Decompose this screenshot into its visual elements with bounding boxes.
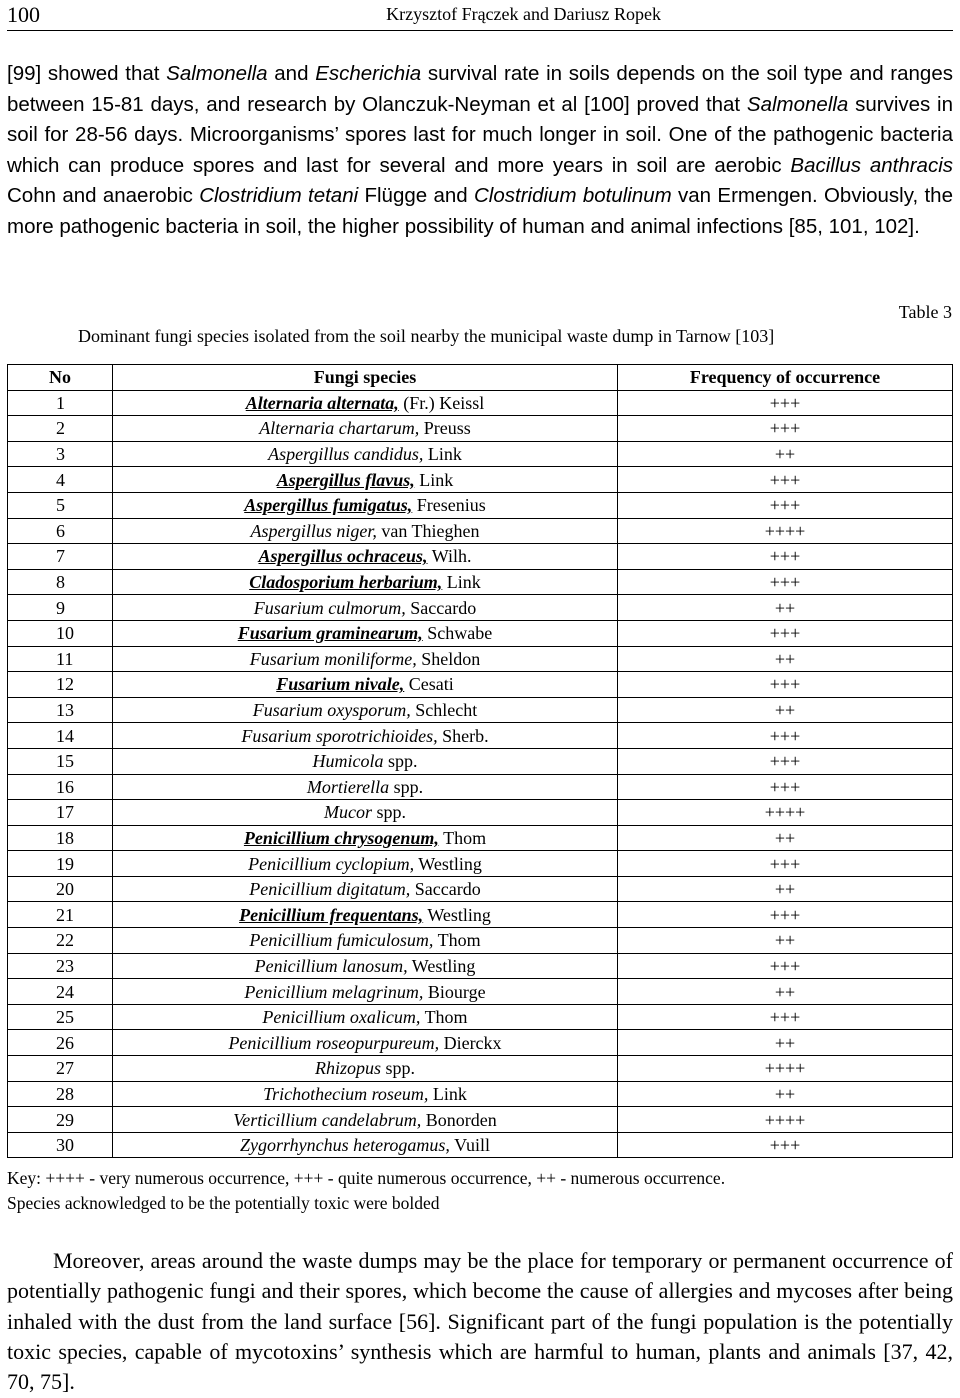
table-row: [8, 569, 953, 595]
row-number: 16: [8, 774, 113, 800]
row-number: 30: [8, 1132, 113, 1158]
species-name: Aspergillus ochraceus,: [258, 546, 428, 567]
species-author: spp.: [371, 802, 406, 823]
paragraph-1-segment: Clostridium botulinum: [474, 184, 672, 207]
running-head: Krzysztof Frączek and Dariusz Ropek: [386, 4, 661, 24]
paragraph-1-segment: survival rate in soils depends on the soil type and ranges between 15-81 days, and research by Olanczuk-Neyman et al [100] proved that: [7, 62, 953, 116]
header-frequency: Frequency of occurrence: [618, 365, 953, 391]
species-author: Link: [423, 444, 462, 465]
row-number: 5: [8, 492, 113, 518]
species-cell: [113, 979, 618, 1005]
row-number: 27: [8, 1056, 113, 1082]
frequency-cell: +++: [618, 672, 953, 698]
species-cell: [113, 416, 618, 442]
species-author: Vuill: [449, 1135, 491, 1156]
species-name: Alternaria alternata,: [245, 392, 399, 413]
species-cell: [113, 1056, 618, 1082]
row-number: 24: [8, 979, 113, 1005]
paragraph-1-segment: Escherichia: [315, 62, 422, 85]
frequency-cell: +++: [618, 569, 953, 595]
table-row: [8, 953, 953, 979]
species-author: Thom: [433, 930, 481, 951]
table-row: [8, 825, 953, 851]
frequency-cell: ++: [618, 1081, 953, 1107]
row-number: 20: [8, 876, 113, 902]
frequency-cell: +++: [618, 416, 953, 442]
species-author: Sherb.: [437, 725, 489, 746]
species-author: (Fr.) Keissl: [398, 392, 485, 413]
paragraph-1-segment: Salmonella: [166, 62, 268, 85]
species-cell: [113, 518, 618, 544]
paragraph-2-text: Moreover, areas around the waste dumps may be the place for temporary or permanent occurrence of potentially pathogenic fungi and their spores, which become the cause of allergies and mycoses after being inhaled with the dust from the land surface [56]. Significant part of the fungi population is the potentially toxic species, capable of mycotoxins’ synthesis which are harmful to human, plants and animals [37, 42, 70, 75].: [7, 1248, 953, 1395]
species-author: Saccardo: [405, 597, 477, 618]
species-name: Penicillium roseopurpureum,: [228, 1032, 440, 1053]
row-number: 3: [8, 441, 113, 467]
frequency-cell: +++: [618, 390, 953, 416]
species-name: Fusarium culmorum,: [253, 597, 406, 618]
species-name: Zygorrhynchus heterogamus,: [239, 1135, 450, 1156]
species-name: Penicillium cyclopium,: [248, 853, 415, 874]
species-name: Penicillium melagrinum,: [244, 981, 424, 1002]
species-cell: [113, 697, 618, 723]
species-author: Westling: [423, 904, 491, 925]
species-author: Wilh.: [427, 546, 472, 567]
paragraph-1-segment: and: [267, 62, 316, 85]
species-cell: [113, 953, 618, 979]
species-author: Schlecht: [410, 700, 478, 721]
table-label: Table 3: [898, 302, 952, 322]
table-key: Key: ++++ - very numerous occurrence, +++ - quite numerous occurrence, ++ - numerous occurrence.: [7, 1168, 726, 1188]
table-row: [8, 928, 953, 954]
species-name: Aspergillus niger,: [250, 520, 377, 541]
species-name: Trichothecium roseum,: [263, 1083, 429, 1104]
species-cell: [113, 544, 618, 570]
table-row: [8, 1132, 953, 1158]
table-caption: Dominant fungi species isolated from the soil nearby the municipal waste dump in Tarnow [103]: [78, 326, 775, 346]
paragraph-1-segment: Cohn and anaerobic: [7, 184, 200, 207]
species-name: Aspergillus flavus,: [276, 469, 415, 490]
row-number: 14: [8, 723, 113, 749]
header-fungi-species: Fungi species: [113, 365, 618, 391]
frequency-cell: +++: [618, 467, 953, 493]
table-row: [8, 851, 953, 877]
species-author: Westling: [414, 853, 482, 874]
paragraph-1-segment: Bacillus anthracis: [790, 153, 953, 177]
frequency-cell: ++++: [618, 800, 953, 826]
species-cell: [113, 1107, 618, 1133]
row-number: 10: [8, 620, 113, 646]
species-author: spp.: [383, 751, 418, 772]
species-cell: [113, 1081, 618, 1107]
table-row: [8, 876, 953, 902]
frequency-cell: +++: [618, 953, 953, 979]
paragraph-1-segment: Salmonella: [746, 92, 849, 116]
table-row: [8, 646, 953, 672]
species-author: Saccardo: [410, 879, 481, 900]
frequency-cell: +++: [618, 774, 953, 800]
species-author: spp.: [389, 776, 424, 797]
paragraph-1-segment: van Ermengen. Obviously, the more pathogenic bacteria in soil, the higher possibility of human and animal infections [85, 101, 102].: [7, 184, 953, 238]
species-name: Rhizopus: [314, 1058, 381, 1079]
frequency-cell: +++: [618, 620, 953, 646]
table-row: [8, 1004, 953, 1030]
species-name: Fusarium sporotrichioides,: [241, 725, 438, 746]
table-row: [8, 595, 953, 621]
table-row: [8, 774, 953, 800]
row-number: 8: [8, 569, 113, 595]
frequency-cell: ++++: [618, 1056, 953, 1082]
row-number: 17: [8, 800, 113, 826]
species-author: Dierckx: [439, 1032, 502, 1053]
species-author: Preuss: [419, 418, 471, 439]
species-cell: [113, 569, 618, 595]
table-row: [8, 441, 953, 467]
table-row: [8, 748, 953, 774]
frequency-cell: +++: [618, 1004, 953, 1030]
species-author: Link: [428, 1083, 467, 1104]
row-number: 22: [8, 928, 113, 954]
species-name: Fusarium nivale,: [276, 674, 405, 695]
species-author: Thom: [438, 827, 487, 848]
row-number: 29: [8, 1107, 113, 1133]
species-cell: [113, 672, 618, 698]
row-number: 21: [8, 902, 113, 928]
table-row: [8, 1107, 953, 1133]
frequency-cell: +++: [618, 492, 953, 518]
species-cell: [113, 1004, 618, 1030]
table-header-row: [8, 365, 953, 391]
body-paragraph-1: [7, 59, 953, 242]
row-number: 12: [8, 672, 113, 698]
species-name: Cladosporium herbarium,: [249, 572, 443, 593]
paragraph-1-segment: [99] showed that: [7, 62, 167, 85]
paragraph-1-segment: Clostridium tetani: [199, 184, 359, 207]
paragraph-1-segment: survives in soil for 28-56 days. Microorganisms’ spores last for much longer in soil. One of the pathogenic bacteria which can produce spores and last for several and more years in soil are aerobic: [7, 92, 954, 177]
table-row: [8, 1030, 953, 1056]
frequency-cell: +++: [618, 748, 953, 774]
species-name: Alternaria chartarum,: [259, 418, 420, 439]
table-row: [8, 518, 953, 544]
row-number: 1: [8, 390, 113, 416]
species-cell: [113, 825, 618, 851]
species-cell: [113, 595, 618, 621]
table-row: [8, 544, 953, 570]
species-cell: [113, 441, 618, 467]
species-cell: [113, 646, 618, 672]
species-cell: [113, 851, 618, 877]
header-no: No: [8, 365, 113, 391]
species-name: Penicillium fumiculosum,: [249, 930, 434, 951]
species-author: spp.: [381, 1058, 416, 1079]
frequency-cell: ++++: [618, 1107, 953, 1133]
table-row: [8, 492, 953, 518]
species-name: Verticillium candelabrum,: [233, 1109, 422, 1130]
species-cell: [113, 620, 618, 646]
frequency-cell: +++: [618, 544, 953, 570]
frequency-cell: ++: [618, 979, 953, 1005]
species-name: Humicola: [312, 751, 384, 772]
species-cell: [113, 928, 618, 954]
species-name: Penicillium oxalicum,: [262, 1007, 421, 1028]
row-number: 2: [8, 416, 113, 442]
page-number: 100: [7, 2, 40, 27]
table-row: [8, 1056, 953, 1082]
species-cell: [113, 1030, 618, 1056]
frequency-cell: ++: [618, 595, 953, 621]
species-author: Biourge: [423, 981, 486, 1002]
row-number: 7: [8, 544, 113, 570]
species-author: Schwabe: [422, 623, 493, 644]
species-name: Fusarium oxysporum,: [252, 700, 411, 721]
frequency-cell: +++: [618, 1132, 953, 1158]
page-header: [7, 0, 953, 31]
species-cell: [113, 1132, 618, 1158]
species-name: Aspergillus fumigatus,: [244, 495, 413, 516]
table-row: [8, 467, 953, 493]
frequency-cell: +++: [618, 851, 953, 877]
row-number: 13: [8, 697, 113, 723]
species-author: Link: [442, 572, 481, 593]
frequency-cell: ++: [618, 441, 953, 467]
frequency-cell: ++: [618, 876, 953, 902]
table-row: [8, 1081, 953, 1107]
table-row: [8, 723, 953, 749]
table-note-toxic: Species acknowledged to be the potentially toxic were bolded: [7, 1193, 440, 1213]
species-cell: [113, 876, 618, 902]
species-name: Fusarium moniliforme,: [249, 648, 417, 669]
row-number: 11: [8, 646, 113, 672]
row-number: 9: [8, 595, 113, 621]
table-row: [8, 620, 953, 646]
paragraph-1-segment: Flügge and: [358, 184, 474, 207]
species-name: Mucor: [323, 802, 372, 823]
species-cell: [113, 902, 618, 928]
species-author: Bonorden: [421, 1109, 497, 1130]
table-row: [8, 902, 953, 928]
frequency-cell: ++: [618, 697, 953, 723]
species-author: Cesati: [404, 674, 454, 695]
species-name: Aspergillus candidus,: [268, 444, 424, 465]
row-number: 25: [8, 1004, 113, 1030]
frequency-cell: ++: [618, 928, 953, 954]
species-author: van Thieghen: [376, 520, 480, 541]
frequency-cell: ++: [618, 825, 953, 851]
row-number: 18: [8, 825, 113, 851]
frequency-cell: ++: [618, 646, 953, 672]
species-cell: [113, 748, 618, 774]
species-cell: [113, 492, 618, 518]
frequency-cell: +++: [618, 902, 953, 928]
table-row: [8, 979, 953, 1005]
species-author: Sheldon: [416, 648, 481, 669]
table-row: [8, 416, 953, 442]
row-number: 6: [8, 518, 113, 544]
species-author: Fresenius: [412, 495, 486, 516]
body-paragraph-2: [7, 1246, 953, 1397]
row-number: 28: [8, 1081, 113, 1107]
frequency-cell: +++: [618, 723, 953, 749]
fungi-species-table: [7, 364, 953, 1158]
species-name: Mortierella: [306, 776, 390, 797]
row-number: 15: [8, 748, 113, 774]
species-name: Penicillium lanosum,: [254, 955, 408, 976]
species-name: Fusarium graminearum,: [237, 623, 423, 644]
row-number: 23: [8, 953, 113, 979]
row-number: 26: [8, 1030, 113, 1056]
row-number: 4: [8, 467, 113, 493]
table-row: [8, 390, 953, 416]
species-cell: [113, 723, 618, 749]
table-row: [8, 800, 953, 826]
species-cell: [113, 774, 618, 800]
species-author: Link: [414, 469, 454, 490]
row-number: 19: [8, 851, 113, 877]
species-name: Penicillium digitatum,: [249, 879, 411, 900]
species-cell: [113, 390, 618, 416]
species-name: Penicillium chrysogenum,: [243, 827, 439, 848]
table-row: [8, 672, 953, 698]
frequency-cell: ++++: [618, 518, 953, 544]
species-author: Westling: [407, 955, 476, 976]
species-name: Penicillium frequentans,: [239, 904, 424, 925]
frequency-cell: ++: [618, 1030, 953, 1056]
species-cell: [113, 800, 618, 826]
species-cell: [113, 467, 618, 493]
species-author: Thom: [420, 1007, 468, 1028]
table-row: [8, 697, 953, 723]
